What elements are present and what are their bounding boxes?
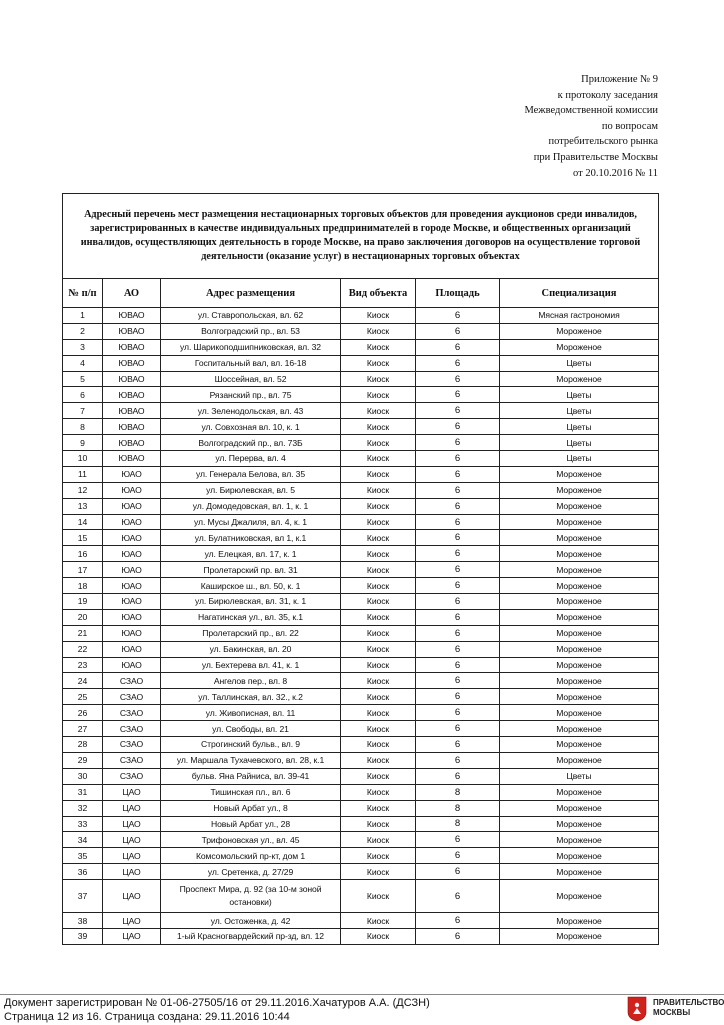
row-address: ул. Зеленодольская, вл. 43 <box>161 403 341 419</box>
row-number: 3 <box>63 339 103 355</box>
row-kind: Киоск <box>341 530 416 546</box>
row-address: Тишинская пл., вл. 6 <box>161 784 341 800</box>
row-ao: ЮВАО <box>103 387 161 403</box>
row-address: ул. Живописная, вл. 11 <box>161 705 341 721</box>
row-address: Проспект Мира, д. 92 (за 10-м зоной остановки) <box>161 880 341 913</box>
row-specialization: Мороженое <box>500 371 659 387</box>
row-area: 8 <box>416 816 500 832</box>
row-ao: ЮАО <box>103 562 161 578</box>
row-number: 12 <box>63 482 103 498</box>
row-ao: ЦАО <box>103 848 161 864</box>
page-info-line: Страница 12 из 16. Страница создана: 29.11.2016 10:44 <box>4 1011 290 1023</box>
row-number: 16 <box>63 546 103 562</box>
row-address: ул. Бакинская, вл. 20 <box>161 641 341 657</box>
table-row <box>63 419 659 435</box>
table-row <box>63 514 659 530</box>
row-specialization: Мороженое <box>500 832 659 848</box>
row-kind: Киоск <box>341 419 416 435</box>
row-area: 6 <box>416 625 500 641</box>
row-area: 6 <box>416 323 500 339</box>
row-specialization: Мороженое <box>500 752 659 768</box>
table-row <box>63 800 659 816</box>
table-row <box>63 832 659 848</box>
row-address: ул. Бирюлевская, вл. 5 <box>161 482 341 498</box>
row-kind: Киоск <box>341 387 416 403</box>
row-specialization: Мороженое <box>500 784 659 800</box>
table-row <box>63 308 659 324</box>
row-area: 6 <box>416 498 500 514</box>
row-ao: СЗАО <box>103 705 161 721</box>
row-ao: ЮВАО <box>103 435 161 451</box>
row-area: 6 <box>416 466 500 482</box>
row-area: 6 <box>416 546 500 562</box>
row-kind: Киоск <box>341 657 416 673</box>
row-specialization: Мороженое <box>500 546 659 562</box>
row-specialization: Цветы <box>500 355 659 371</box>
row-address: Волгоградский пр., вл. 73Б <box>161 435 341 451</box>
row-address: ул. Мусы Джалиля, вл. 4, к. 1 <box>161 514 341 530</box>
row-address: Шоссейная, вл. 52 <box>161 371 341 387</box>
row-number: 7 <box>63 403 103 419</box>
row-number: 18 <box>63 578 103 594</box>
row-area: 6 <box>416 514 500 530</box>
row-area: 6 <box>416 657 500 673</box>
table-row <box>63 451 659 467</box>
table-row <box>63 864 659 880</box>
row-kind: Киоск <box>341 625 416 641</box>
column-header-number: № п/п <box>63 279 103 308</box>
row-area: 6 <box>416 578 500 594</box>
row-number: 4 <box>63 355 103 371</box>
row-number: 15 <box>63 530 103 546</box>
row-number: 23 <box>63 657 103 673</box>
row-area: 6 <box>416 371 500 387</box>
row-ao: ЮАО <box>103 578 161 594</box>
row-kind: Киоск <box>341 705 416 721</box>
row-ao: ЮВАО <box>103 451 161 467</box>
row-ao: ЮАО <box>103 625 161 641</box>
table-header-row <box>63 279 659 308</box>
row-number: 22 <box>63 641 103 657</box>
row-number: 24 <box>63 673 103 689</box>
row-ao: ЮВАО <box>103 355 161 371</box>
row-number: 30 <box>63 768 103 784</box>
row-specialization: Мороженое <box>500 705 659 721</box>
table-row <box>63 387 659 403</box>
row-area: 6 <box>416 451 500 467</box>
row-kind: Киоск <box>341 800 416 816</box>
table-row <box>63 705 659 721</box>
row-kind: Киоск <box>341 482 416 498</box>
table-row <box>63 323 659 339</box>
row-area: 8 <box>416 800 500 816</box>
row-kind: Киоск <box>341 848 416 864</box>
row-address: Нагатинская ул., вл. 35, к.1 <box>161 609 341 625</box>
row-address: Трифоновская ул., вл. 45 <box>161 832 341 848</box>
row-address: ул. Совхозная вл. 10, к. 1 <box>161 419 341 435</box>
row-specialization: Мороженое <box>500 609 659 625</box>
row-area: 6 <box>416 689 500 705</box>
row-ao: СЗАО <box>103 768 161 784</box>
row-address: ул. Генерала Белова, вл. 35 <box>161 466 341 482</box>
row-specialization: Мороженое <box>500 562 659 578</box>
header-line: по вопросам <box>601 120 658 132</box>
row-ao: ЮАО <box>103 546 161 562</box>
table-row <box>63 641 659 657</box>
row-area: 6 <box>416 594 500 610</box>
row-address: 1-ый Красногвардейский пр-зд, вл. 12 <box>161 928 341 944</box>
row-address: Пролетарский пр., вл. 22 <box>161 625 341 641</box>
row-address: ул. Сретенка, д. 27/29 <box>161 864 341 880</box>
table-row <box>63 848 659 864</box>
row-address: ул. Перерва, вл. 4 <box>161 451 341 467</box>
government-logo-text <box>653 998 724 1018</box>
row-kind: Киоск <box>341 355 416 371</box>
row-specialization: Цветы <box>500 451 659 467</box>
row-kind: Киоск <box>341 403 416 419</box>
row-specialization: Мороженое <box>500 594 659 610</box>
row-ao: ЮВАО <box>103 323 161 339</box>
row-address: Волгоградский пр., вл. 53 <box>161 323 341 339</box>
logo-line-2: МОСКВЫ <box>653 1008 691 1017</box>
row-number: 35 <box>63 848 103 864</box>
table-row <box>63 913 659 929</box>
row-ao: ЮВАО <box>103 403 161 419</box>
row-kind: Киоск <box>341 721 416 737</box>
row-number: 19 <box>63 594 103 610</box>
row-kind: Киоск <box>341 594 416 610</box>
table-row <box>63 721 659 737</box>
row-kind: Киоск <box>341 371 416 387</box>
column-header-area: Площадь <box>416 279 500 308</box>
row-ao: ЦАО <box>103 784 161 800</box>
row-number: 34 <box>63 832 103 848</box>
row-kind: Киоск <box>341 323 416 339</box>
row-specialization: Мороженое <box>500 323 659 339</box>
row-ao: ЮАО <box>103 514 161 530</box>
header-line: Межведомственной комиссии <box>524 105 658 117</box>
row-address: Комсомольский пр-кт, дом 1 <box>161 848 341 864</box>
row-ao: СЗАО <box>103 737 161 753</box>
row-kind: Киоск <box>341 913 416 929</box>
table-row <box>63 355 659 371</box>
table-row <box>63 594 659 610</box>
row-kind: Киоск <box>341 514 416 530</box>
row-number: 21 <box>63 625 103 641</box>
row-specialization: Цветы <box>500 387 659 403</box>
row-number: 26 <box>63 705 103 721</box>
row-specialization: Мороженое <box>500 673 659 689</box>
appendix-header <box>420 72 658 181</box>
table-row <box>63 339 659 355</box>
row-area: 6 <box>416 562 500 578</box>
row-kind: Киоск <box>341 752 416 768</box>
row-number: 10 <box>63 451 103 467</box>
row-ao: ЮАО <box>103 609 161 625</box>
row-address: бульв. Яна Райниса, вл. 39-41 <box>161 768 341 784</box>
row-area: 8 <box>416 784 500 800</box>
row-area: 6 <box>416 419 500 435</box>
row-specialization: Мороженое <box>500 514 659 530</box>
row-kind: Киоск <box>341 768 416 784</box>
row-kind: Киоск <box>341 928 416 944</box>
row-ao: ЦАО <box>103 816 161 832</box>
row-number: 37 <box>63 880 103 913</box>
header-line: при Правительстве Москвы <box>533 151 658 163</box>
row-specialization: Мороженое <box>500 928 659 944</box>
row-address: ул. Бирюлевская, вл. 31, к. 1 <box>161 594 341 610</box>
row-kind: Киоск <box>341 880 416 913</box>
row-number: 33 <box>63 816 103 832</box>
row-specialization: Мороженое <box>500 816 659 832</box>
row-area: 6 <box>416 530 500 546</box>
row-specialization: Мороженое <box>500 530 659 546</box>
row-number: 38 <box>63 913 103 929</box>
row-kind: Киоск <box>341 498 416 514</box>
row-number: 32 <box>63 800 103 816</box>
row-ao: СЗАО <box>103 673 161 689</box>
row-specialization: Мороженое <box>500 482 659 498</box>
row-address: ул. Шарикоподшипниковская, вл. 32 <box>161 339 341 355</box>
row-kind: Киоск <box>341 578 416 594</box>
table-row <box>63 435 659 451</box>
table-row <box>63 466 659 482</box>
row-area: 6 <box>416 913 500 929</box>
row-kind: Киоск <box>341 784 416 800</box>
row-number: 8 <box>63 419 103 435</box>
row-number: 14 <box>63 514 103 530</box>
row-number: 31 <box>63 784 103 800</box>
row-ao: ЮВАО <box>103 339 161 355</box>
moscow-coat-of-arms-icon <box>627 996 647 1022</box>
row-area: 6 <box>416 641 500 657</box>
row-kind: Киоск <box>341 832 416 848</box>
row-area: 6 <box>416 403 500 419</box>
header-line: к протоколу заседания <box>557 89 658 101</box>
table-row <box>63 371 659 387</box>
row-ao: ЦАО <box>103 800 161 816</box>
row-ao: СЗАО <box>103 752 161 768</box>
row-number: 28 <box>63 737 103 753</box>
row-number: 20 <box>63 609 103 625</box>
table-row <box>63 609 659 625</box>
document-footer <box>0 994 724 1025</box>
row-specialization: Мороженое <box>500 864 659 880</box>
row-kind: Киоск <box>341 641 416 657</box>
column-header-ao: АО <box>103 279 161 308</box>
table-row <box>63 673 659 689</box>
row-specialization: Мороженое <box>500 657 659 673</box>
row-kind: Киоск <box>341 339 416 355</box>
row-kind: Киоск <box>341 562 416 578</box>
row-kind: Киоск <box>341 546 416 562</box>
row-area: 6 <box>416 609 500 625</box>
row-address: ул. Свободы, вл. 21 <box>161 721 341 737</box>
column-header-kind: Вид объекта <box>341 279 416 308</box>
row-number: 36 <box>63 864 103 880</box>
table-row <box>63 816 659 832</box>
table-row <box>63 546 659 562</box>
row-ao: ЦАО <box>103 864 161 880</box>
row-area: 6 <box>416 308 500 324</box>
row-kind: Киоск <box>341 864 416 880</box>
header-line: от 20.10.2016 № 11 <box>573 167 658 179</box>
row-specialization: Мороженое <box>500 721 659 737</box>
row-ao: ЦАО <box>103 913 161 929</box>
row-area: 6 <box>416 737 500 753</box>
row-number: 29 <box>63 752 103 768</box>
address-table-wrapper <box>62 193 658 945</box>
row-address: Пролетарский пр. вл. 31 <box>161 562 341 578</box>
table-row <box>63 928 659 944</box>
row-ao: ЮАО <box>103 482 161 498</box>
row-specialization: Мясная гастрономия <box>500 308 659 324</box>
row-area: 6 <box>416 832 500 848</box>
row-area: 6 <box>416 721 500 737</box>
table-row <box>63 403 659 419</box>
row-area: 6 <box>416 435 500 451</box>
row-specialization: Мороженое <box>500 800 659 816</box>
row-specialization: Цветы <box>500 435 659 451</box>
row-specialization: Мороженое <box>500 498 659 514</box>
row-kind: Киоск <box>341 673 416 689</box>
row-specialization: Мороженое <box>500 339 659 355</box>
row-ao: ЮАО <box>103 594 161 610</box>
row-address: ул. Домодедовская, вл. 1, к. 1 <box>161 498 341 514</box>
row-address: ул. Остоженка, д. 42 <box>161 913 341 929</box>
registration-line: Документ зарегистрирован № 01-06-27505/16 от 29.11.2016.Хачатуров А.А. (ДСЗН) <box>4 997 430 1009</box>
row-ao: ЮАО <box>103 641 161 657</box>
row-ao: ЮАО <box>103 530 161 546</box>
row-kind: Киоск <box>341 435 416 451</box>
table-row <box>63 880 659 913</box>
row-area: 6 <box>416 355 500 371</box>
row-number: 1 <box>63 308 103 324</box>
row-area: 6 <box>416 864 500 880</box>
row-ao: ЮВАО <box>103 371 161 387</box>
row-number: 39 <box>63 928 103 944</box>
row-address: Новый Арбат ул., 28 <box>161 816 341 832</box>
row-specialization: Мороженое <box>500 466 659 482</box>
row-number: 13 <box>63 498 103 514</box>
row-address: ул. Булатниковская, вл 1, к.1 <box>161 530 341 546</box>
address-table <box>62 193 659 945</box>
row-specialization: Мороженое <box>500 689 659 705</box>
row-number: 25 <box>63 689 103 705</box>
table-row <box>63 498 659 514</box>
row-area: 6 <box>416 387 500 403</box>
row-area: 6 <box>416 928 500 944</box>
row-area: 6 <box>416 339 500 355</box>
table-row <box>63 625 659 641</box>
row-kind: Киоск <box>341 451 416 467</box>
table-row <box>63 578 659 594</box>
row-area: 6 <box>416 880 500 913</box>
row-number: 2 <box>63 323 103 339</box>
table-body <box>63 308 659 945</box>
table-row <box>63 737 659 753</box>
header-line: потребительского рынка <box>548 136 658 148</box>
row-address: ул. Ставропольская, вл. 62 <box>161 308 341 324</box>
row-kind: Киоск <box>341 609 416 625</box>
row-number: 5 <box>63 371 103 387</box>
row-number: 11 <box>63 466 103 482</box>
row-address: ул. Бехтерева вл. 41, к. 1 <box>161 657 341 673</box>
row-kind: Киоск <box>341 308 416 324</box>
row-ao: ЦАО <box>103 928 161 944</box>
table-row <box>63 689 659 705</box>
row-area: 6 <box>416 752 500 768</box>
row-number: 6 <box>63 387 103 403</box>
row-specialization: Цветы <box>500 768 659 784</box>
table-row <box>63 482 659 498</box>
row-address: Госпитальный вал, вл. 16-18 <box>161 355 341 371</box>
row-address: Новый Арбат ул., 8 <box>161 800 341 816</box>
column-header-specialization: Специализация <box>500 279 659 308</box>
table-row <box>63 657 659 673</box>
row-address: ул. Таллинская, вл. 32., к.2 <box>161 689 341 705</box>
table-row <box>63 562 659 578</box>
row-specialization: Мороженое <box>500 913 659 929</box>
row-kind: Киоск <box>341 737 416 753</box>
row-number: 9 <box>63 435 103 451</box>
row-area: 6 <box>416 482 500 498</box>
row-ao: ЮАО <box>103 498 161 514</box>
row-address: Рязанский пр., вл. 75 <box>161 387 341 403</box>
row-specialization: Мороженое <box>500 625 659 641</box>
row-specialization: Мороженое <box>500 737 659 753</box>
row-ao: ЮВАО <box>103 419 161 435</box>
row-ao: ЦАО <box>103 832 161 848</box>
row-address: ул. Елецкая, вл. 17, к. 1 <box>161 546 341 562</box>
row-ao: ЮАО <box>103 466 161 482</box>
row-number: 17 <box>63 562 103 578</box>
row-kind: Киоск <box>341 689 416 705</box>
row-specialization: Мороженое <box>500 578 659 594</box>
row-ao: СЗАО <box>103 689 161 705</box>
row-ao: ЦАО <box>103 880 161 913</box>
row-address: Ангелов пер., вл. 8 <box>161 673 341 689</box>
row-specialization: Цветы <box>500 403 659 419</box>
row-ao: ЮВАО <box>103 308 161 324</box>
header-line: Приложение № 9 <box>581 74 658 85</box>
row-number: 27 <box>63 721 103 737</box>
table-title: Адресный перечень мест размещения нестационарных торговых объектов для проведения аукционов среди инвалидов, зарегистрированных в качестве индивидуальных предпринимателей в городе Москве, и общественных организаций инвалидов, осуществляющих деятельность в городе Москве, на право заключения договоров на осуществление торговой деятельности (оказание услуг) в нестационарных торговых объектах <box>63 194 659 279</box>
column-header-address: Адрес размещения <box>161 279 341 308</box>
row-area: 6 <box>416 848 500 864</box>
row-kind: Киоск <box>341 466 416 482</box>
row-area: 6 <box>416 705 500 721</box>
row-specialization: Мороженое <box>500 848 659 864</box>
table-row <box>63 768 659 784</box>
row-address: Строгинский бульв., вл. 9 <box>161 737 341 753</box>
logo-line-1: ПРАВИТЕЛЬСТВО <box>653 998 724 1007</box>
table-row <box>63 784 659 800</box>
row-area: 6 <box>416 768 500 784</box>
row-address: ул. Маршала Тухачевского, вл. 28, к.1 <box>161 752 341 768</box>
row-specialization: Мороженое <box>500 880 659 913</box>
row-specialization: Мороженое <box>500 641 659 657</box>
table-row <box>63 752 659 768</box>
row-address: Каширское ш., вл. 50, к. 1 <box>161 578 341 594</box>
row-kind: Киоск <box>341 816 416 832</box>
row-specialization: Цветы <box>500 419 659 435</box>
row-ao: ЮАО <box>103 657 161 673</box>
table-row <box>63 530 659 546</box>
row-ao: СЗАО <box>103 721 161 737</box>
row-area: 6 <box>416 673 500 689</box>
